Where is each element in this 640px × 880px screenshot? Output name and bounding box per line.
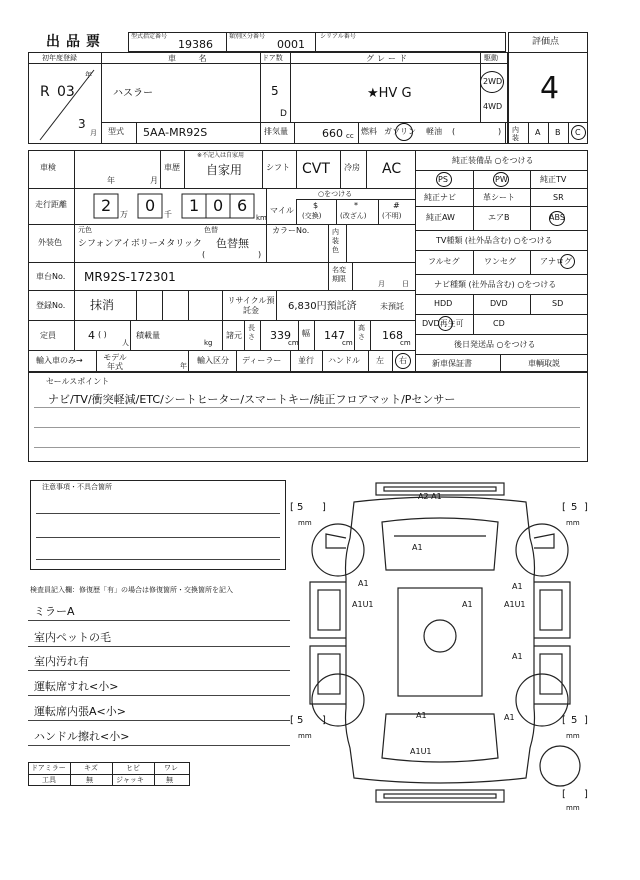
legend-value-1: 工具 (42, 776, 56, 784)
tire-front-left-bracket: [ (290, 502, 294, 513)
legend-value-3: ジャッキ (116, 776, 144, 784)
interior-c: C (575, 128, 581, 137)
interior-c-circle (571, 125, 586, 140)
mileage-digit-4: 0 (213, 196, 224, 215)
tire-rear-left-bracket-close: ] (322, 715, 326, 726)
height-value: 168 (382, 329, 403, 342)
diagram-mark-right-front: A1 (462, 600, 473, 609)
sales-point-label: セールスポイント (46, 377, 110, 386)
equip-airbag: エアB (488, 213, 510, 222)
tire-rear-right-bracket-close: ] (584, 715, 588, 726)
drive-4wd: 4WD (483, 102, 503, 111)
legend-header-4: ワレ (164, 764, 178, 772)
doors-value: 5 (271, 84, 279, 98)
history-value: 自家用 (206, 163, 243, 177)
width-unit: cm (342, 339, 353, 347)
fuel-gasoline: ガソリン (384, 127, 416, 136)
legend-header-2: キズ (84, 764, 98, 772)
history-label: 車歴 (164, 163, 180, 172)
std-equipment-header: 純正装備品 ○をつける (452, 156, 534, 165)
displacement-value: 660 (322, 127, 343, 140)
interior-color-label: 内装色 (332, 228, 339, 254)
legend-value-4: 無 (166, 776, 173, 784)
tv-header: TV種類 (社外品含む) ○をつける (436, 236, 553, 245)
dealer-option: ディーラー (242, 356, 282, 365)
equip-std-aw: 純正AW (426, 213, 455, 222)
grade-value: ★HV G (367, 86, 412, 101)
diagram-mark-front: A2 A1 (418, 492, 442, 501)
color-name-value: 色替無 (216, 237, 249, 250)
model-year-unit: 年 (180, 362, 187, 370)
fuel-other-close: ) (498, 127, 502, 136)
navi-cd: CD (493, 319, 505, 328)
inspection-year-mark: 年 (107, 176, 115, 185)
fuel-label: 燃料 (361, 127, 377, 136)
tire-spare-bracket-close: ] (584, 789, 588, 800)
serial-label: シリアル番号 (320, 33, 356, 40)
tire-rear-right-mm: mm (566, 732, 580, 740)
chassis-value: MR92S-172301 (84, 270, 176, 284)
doors-label: ドア数 (262, 54, 283, 62)
navi-dvd-play-circle (438, 316, 453, 331)
diagram-mark-rear: A1 (416, 711, 427, 720)
tire-spare-bracket: [ (562, 789, 566, 800)
tire-front-right-mm: mm (566, 519, 580, 527)
model-type-value: 5AA-MR92S (143, 126, 208, 139)
recycle-label: リサイクル預託金 (227, 296, 275, 315)
tire-rear-right-bracket: [ (562, 715, 566, 726)
length-value: 339 (270, 329, 291, 342)
recycle-not: 未預託 (380, 302, 404, 311)
tire-rear-left-bracket: [ (290, 715, 294, 726)
shift-value: CVT (302, 161, 330, 177)
equip-ps: PS (438, 175, 448, 184)
caution-label: 注意事項・不具合箇所 (42, 483, 112, 491)
import-label: 輸入車のみ→ (36, 356, 83, 365)
equip-sr: SR (553, 193, 564, 202)
capacity-unit: 人 (122, 339, 129, 347)
meter-exchange-symbol: $ (313, 201, 319, 210)
color-paren-open: ( (202, 250, 206, 259)
displacement-unit: cc (346, 132, 354, 140)
handle-left: 左 (376, 356, 384, 365)
mileage-digit-1: 2 (101, 196, 112, 215)
note-item-6: ハンドル擦れ<小> (34, 730, 130, 743)
later-manual: 車輌取説 (528, 359, 560, 368)
history-note: ※不記入は自家用 (197, 152, 245, 159)
inspector-label: 検査員記入欄：修復歴「有」の場合は修復箇所・交換箇所を記入 (30, 586, 233, 594)
parallel-option: 並行 (298, 356, 314, 365)
note-item-5: 運転席内張A<小> (34, 705, 126, 718)
name-change-month: 月 (378, 280, 385, 288)
equip-abs-circle (549, 211, 565, 226)
legend-value-2: 無 (86, 776, 93, 784)
color-paren-close: ) (258, 250, 262, 259)
tire-front-right-bracket: [ (562, 502, 566, 513)
fuel-other-open: ( (452, 127, 456, 136)
note-item-3: 室内汚れ有 (34, 655, 89, 668)
drive-label: 駆動 (484, 54, 498, 62)
handle-label: ハンドル (328, 356, 360, 365)
model-designation-label: 型式指定番号 (131, 33, 168, 40)
drive-2wd-circle (480, 71, 504, 93)
grade-label: グレード (366, 54, 410, 63)
meter-check-note: ○をつける (318, 190, 353, 198)
diagram-mark-hood: A1 (412, 543, 423, 552)
first-reg-era: R (40, 84, 50, 100)
fuel-diesel: 軽油 (426, 127, 442, 136)
height-unit: cm (400, 339, 411, 347)
height-label: 高さ (358, 324, 365, 341)
diagram-mark-right-door: A1U1 (504, 600, 526, 609)
name-change-day: 日 (402, 280, 409, 288)
navi-sd: SD (552, 299, 564, 308)
navi-hdd: HDD (434, 299, 453, 308)
original-color-label: 元色 (78, 226, 92, 234)
cooler-label: 冷房 (344, 163, 360, 172)
length-unit: cm (288, 339, 299, 347)
tv-analog-circle (560, 254, 575, 269)
inspection-label: 車検 (40, 163, 56, 172)
width-label: 幅 (302, 329, 310, 338)
mileage-digit-3: 1 (189, 196, 200, 215)
load-unit: kg (204, 339, 213, 347)
equip-pw-circle (493, 172, 509, 187)
tire-rear-left-mm: mm (298, 732, 312, 740)
equip-leather: 革シート (483, 193, 515, 202)
capacity-label: 定員 (40, 331, 56, 340)
color-label: 外装色 (38, 238, 62, 247)
legend-header-1: ドアミラー (31, 764, 66, 772)
original-color-value: シフォンアイボリーメタリック (78, 239, 202, 249)
interior-b: B (555, 128, 561, 137)
navi-header: ナビ種類 (社外品含む) ○をつける (434, 280, 557, 289)
doors-type: D (280, 109, 287, 119)
tv-analog: アナログ (540, 257, 572, 266)
equip-pw: PW (495, 175, 508, 184)
model-year-label: モデル年式 (103, 353, 127, 371)
first-reg-month: 3 (78, 117, 86, 131)
name-change-label: 名変期限 (332, 266, 346, 283)
car-name-label: 車 名 (168, 54, 217, 63)
diagram-mark-right-mid: A1 (512, 652, 523, 661)
handle-right: 右 (399, 356, 407, 365)
later-warranty: 新車保証書 (432, 359, 472, 368)
chassis-label: 車台No. (36, 272, 66, 281)
diagram-mark-rear-right: A1 (504, 713, 515, 722)
later-header: 後日発送品 ○をつける (454, 340, 536, 349)
meter-unknown-symbol: # (393, 201, 400, 210)
tv-full-seg: フルセグ (428, 257, 460, 266)
model-type-label: 型式 (108, 127, 124, 136)
registration-value: 抹消 (90, 298, 115, 312)
note-item-4: 運転席すれ<小> (34, 680, 119, 693)
capacity-value: 4 (88, 329, 95, 342)
mileage-label: 走行距離 (35, 200, 67, 209)
shift-label: シフト (266, 163, 290, 172)
equip-ps-circle (436, 172, 452, 187)
grade-score-label: 評価点 (532, 37, 560, 47)
width-value: 147 (324, 329, 345, 342)
equip-std-navi: 純正ナビ (424, 193, 456, 202)
drive-2wd: 2WD (483, 77, 503, 86)
grade-score-value: 4 (540, 71, 560, 106)
mileage-digit-2: 0 (145, 196, 156, 215)
length-label: 長さ (248, 324, 255, 341)
registration-label: 登録No. (36, 301, 66, 310)
diagram-mark-left-front: A1 (358, 579, 369, 588)
import-class-label: 輸入区分 (197, 356, 229, 365)
car-damage-diagram (290, 478, 590, 818)
tire-front-right-value: 5 (571, 502, 578, 513)
inspection-month-mark: 月 (150, 176, 158, 185)
caution-box (30, 480, 286, 570)
diagram-mark-rear-bottom: A1U1 (410, 747, 432, 756)
mileage-unit: km (256, 214, 267, 222)
category-value: 0001 (277, 38, 305, 51)
tire-rear-left-value: 5 (297, 715, 304, 726)
handle-right-circle (395, 353, 411, 369)
note-item-1: ミラーA (34, 605, 75, 618)
meter-tamper-symbol: * (354, 201, 358, 210)
first-reg-year-mark: 年 (85, 71, 92, 79)
tire-front-right-bracket-close: ] (584, 502, 588, 513)
meter-tamper: (改ざん) (340, 212, 367, 220)
first-reg-month-mark: 月 (90, 129, 97, 137)
tire-front-left-mm: mm (298, 519, 312, 527)
navi-dvd: DVD (490, 299, 508, 308)
first-reg-year: 03 (57, 84, 75, 100)
mileage-man: 万 (120, 210, 128, 219)
equip-std-tv: 純正TV (540, 175, 567, 184)
fuel-gasoline-circle (395, 123, 413, 141)
mileage-digit-5: 6 (237, 196, 248, 215)
meter-label: マイル (270, 206, 294, 215)
equip-abs: ABS (549, 213, 565, 222)
form-title: 出品票 (46, 34, 106, 50)
tv-one-seg: ワンセグ (484, 257, 516, 266)
color-name-label: 色替 (204, 226, 218, 234)
model-designation-value: 19386 (178, 38, 213, 51)
category-label: 類別区分番号 (229, 33, 266, 40)
capacity-paren: ( ) (98, 330, 107, 339)
first-reg-label: 初年度登録 (42, 54, 77, 62)
tire-rear-right-value: 5 (571, 715, 578, 726)
diagram-mark-left-door: A1U1 (352, 600, 374, 609)
note-item-2: 室内ペットの毛 (34, 631, 111, 644)
displacement-label: 排気量 (264, 127, 288, 136)
car-name-value: ハスラー (113, 88, 153, 99)
diagram-mark-right-fender: A1 (512, 582, 523, 591)
tire-spare-mm: mm (566, 804, 580, 812)
meter-unknown: (不明) (382, 212, 402, 220)
load-label: 積載量 (136, 331, 160, 340)
interior-a: A (535, 128, 541, 137)
tire-front-left-bracket-close: ] (322, 502, 326, 513)
sales-point-box (28, 372, 588, 462)
interior-label: 内装 (512, 126, 519, 142)
color-no-label: カラーNo. (272, 226, 310, 235)
navi-dvd-play: DVD再生可 (422, 319, 464, 328)
sales-point-text: ナビ/TV/衝突軽減/ETC/シートヒーター/スマートキー/純正フロアマット/Pセンサー (48, 393, 456, 406)
meter-exchange: (交換) (302, 212, 322, 220)
recycle-amount: 6,830円預託済 (288, 301, 357, 312)
cooler-value: AC (382, 161, 402, 177)
tire-front-left-value: 5 (297, 502, 304, 513)
legend-header-3: ヒビ (126, 764, 140, 772)
dims-label: 諸元 (226, 331, 242, 340)
mileage-sen: 千 (164, 210, 172, 219)
